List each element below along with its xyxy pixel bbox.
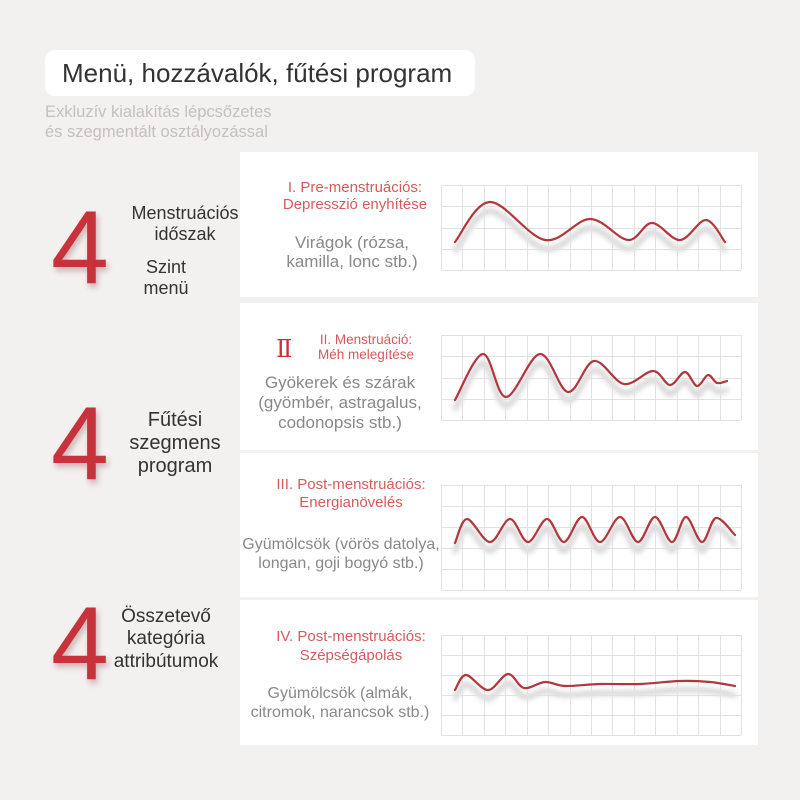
- chart-grid: [441, 485, 742, 591]
- phase-ingredients: [252, 233, 452, 271]
- phase-ingredients: [241, 536, 441, 573]
- feature-sublabel-line: menü: [143, 277, 189, 298]
- phase-card-1: [240, 152, 758, 297]
- wave-chart: [441, 185, 741, 270]
- phase-heading-line: II. Menstruáció:: [319, 331, 413, 347]
- wave-line: [455, 202, 725, 242]
- phase-heading-line: IV. Post-menstruációs:: [276, 627, 426, 645]
- feature-number: 4: [51, 386, 109, 502]
- phase-heading-line: Energianövelés: [299, 494, 403, 511]
- feature-label: [115, 409, 235, 478]
- ingredients-line: Gyümölcsök (almák,: [267, 684, 413, 702]
- phase-heading-line: I. Pre-menstruációs:: [287, 178, 423, 196]
- feature-sublabel-line: Szint: [145, 256, 187, 277]
- phase-heading: [255, 179, 455, 213]
- subtitle-line: és szegmentált osztályozással: [45, 123, 268, 141]
- feature-label-line: Összetevő: [121, 605, 211, 627]
- feature-label-line: Fűtési: [147, 408, 203, 431]
- ingredients-line: citromok, narancsok stb.): [250, 703, 430, 721]
- chart-grid: [441, 335, 742, 421]
- phase-card-3: [240, 453, 758, 597]
- subtitle: [45, 102, 272, 142]
- ingredients-line: codonopsis stb.): [278, 413, 402, 432]
- phase-heading-line: III. Post-menstruációs:: [276, 476, 426, 493]
- title-box: [45, 50, 475, 96]
- wave-chart: [441, 635, 741, 735]
- wave-chart: [441, 485, 741, 590]
- phase-card-4: [240, 600, 758, 745]
- feature-label-line: kategória: [126, 628, 206, 649]
- phase-ingredients: [240, 373, 440, 433]
- wave-line: [455, 674, 735, 690]
- feature-label-line: Menstruációs: [131, 202, 239, 223]
- feature-label-line: időszak: [154, 223, 216, 244]
- phase-heading: [251, 476, 451, 512]
- feature-label-line: attribútumok: [113, 650, 219, 672]
- ingredients-line: longan, goji bogyó stb.): [258, 554, 424, 572]
- ingredients-line: Gyümölcsök (vörös datolya,: [242, 536, 440, 553]
- feature-sublabel: [126, 257, 206, 299]
- phase-heading: [266, 332, 466, 362]
- wave-chart: [441, 335, 741, 420]
- phase-heading: [251, 627, 451, 665]
- ingredients-line: (gyömbér, astragalus,: [258, 393, 422, 412]
- ingredients-line: Virágok (rózsa,: [294, 232, 409, 252]
- feature-number: 4: [51, 190, 109, 306]
- phase-ingredients: [240, 684, 440, 722]
- ingredients-line: kamilla, lonc stb.): [286, 251, 418, 271]
- phase-heading-line: Szépségápolás: [299, 646, 403, 664]
- phase-heading-line: Méh melegítése: [317, 346, 415, 362]
- wave-line: [455, 517, 735, 543]
- feature-label-line: szegmens: [129, 431, 221, 454]
- roman-numeral: Ⅱ: [276, 335, 293, 363]
- phase-card-2: [240, 303, 758, 450]
- subtitle-line: Exkluzív kialakítás lépcsőzetes: [45, 103, 272, 121]
- phase-heading-line: Depresszió enyhítése: [282, 195, 428, 213]
- page-title: Menü, hozzávalók, fűtési program: [62, 58, 453, 88]
- feature-label: [101, 606, 231, 674]
- ingredients-line: Gyökerek és szárak: [264, 373, 416, 392]
- feature-label: [115, 203, 255, 245]
- feature-number: 4: [51, 586, 109, 702]
- feature-label-line: program: [137, 454, 213, 477]
